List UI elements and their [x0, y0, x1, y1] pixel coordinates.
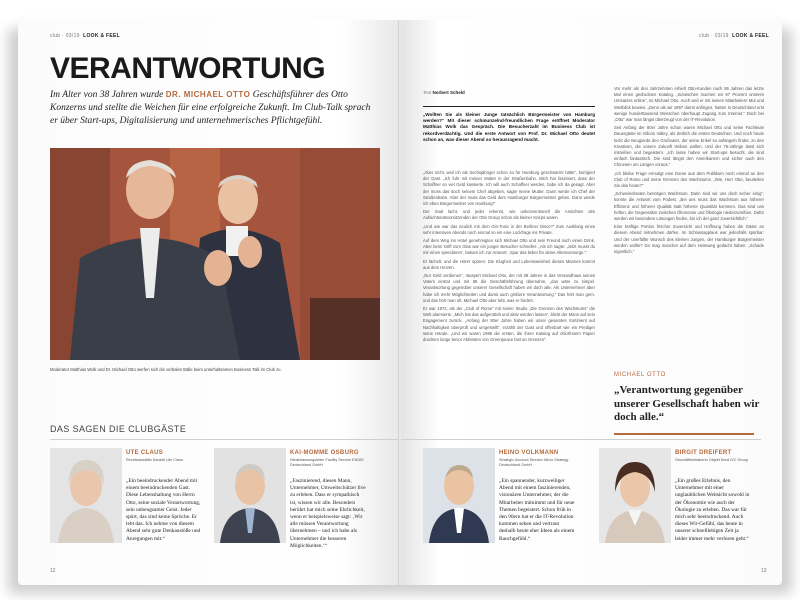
intro-paragraph: Im Alter von 38 Jahren wurde DR. MICHAEL OTTO Geschäftsführer des Otto Konzerns und stellte die Weichen für eine erfolgreiche Zukunft. Im Club-Talk sprach er über Start-ups, Digitalisierung und unternehmerisches Pflichtgefühl.	[50, 90, 371, 126]
article-paragraph: Er war 1972, als der „Club of Rome“ mit seiner Studie „Die Grenzen des Wachstums“ die Welt alarmierte. „Mich hat das aufgerüttelt und aktiv werden lassen“, blickt der Mann auf sein Engagement zurück. „Anfang der 80er Jahre haben wir unser gesamtes Sortiment auf Nachhaltigkeit überprüft und umgestellt“, erzählt der Gast und offenbart wie ein Prediger seine Hände. „Und wir waren 1986 die ersten, die ihren Katalog auf chlorfreiem Papier druckten lange bevor Aktivisten von Greenpeace fast an Grenzen“.	[423, 306, 595, 343]
pull-quote-rule	[614, 433, 754, 435]
guest-name: BIRGIT DREIFERT	[675, 450, 732, 456]
guest-quote: „Ein spannender, kurzweiliger Abend mit einem faszinierenden, visionären Unternehmer, der die Mitarbeiter mitnimmt und für neue Themen begeistert. Schon früh in den 90ern hat er die IT-Revolution kommen sehen und vertraut deshalb heute eher Ideen als einem Bauchgefühl.“	[499, 478, 575, 542]
pull-quote-author: MICHAEL OTTO	[614, 372, 666, 378]
guest-name: KAI-MOMME OSBURG	[290, 450, 359, 456]
article-paragraph: „Ich bleibe Frage ermutigt eine Dame aus dem Publikum noch einmal an den Club of Rome und seine Grenzen des Wachstums. „Wie, Herr Otto, beurteilen Sie das heute?“	[614, 170, 764, 189]
article-paragraph: Vor mehr als drei Jahrzehnten erhielt Otto-Kunden nach 86 Jahren das letzte Mal einen gedruckten Katalog. „Inzwischen machen wir 97 Prozent unseres Umsatzes online“, so Michael Otto. Auch weil er mit seinen Mitarbeitern Mut und Weitblick bewies. „Denn als wir 1997 damit anfingen, hatten in Deutschland erst wenige hunderttausend Menschen überhaupt Zugang zum Internet.“ Doch bei „Otto“ war man längst überzeugt von der IT-Revolution.	[614, 86, 764, 123]
article-paragraph: Er lächelt, und die Hörer spüren: Die Klugheit und Lebensweisheit dieses Mannes kommt aus dem Herzen.	[423, 258, 595, 270]
guest-quote: „Ein beeindruckender Abend mit einem beeindruckenden Gast. Diese Lebenshaltung von Herrn Otto, seine soziale Verantwortung, sein unbeugsamer Geist. Jeder spürt, das sind keine Sprüche. Er lebt das. Ich nehme von diesem Abend sehr gute Denkanstöße und Anregungen mit.“	[126, 478, 201, 542]
byline: Text Norbert Scheld	[423, 90, 465, 95]
article-top-rule	[423, 106, 595, 107]
article-paragraph: „Und wie war das neulich mit dem Gin-Tonic in der Berliner Disco?“ Zum Ausklang eines sehr intensiven Abends noch einmal so ein eine Lockfrage ins Private.	[423, 223, 595, 235]
page-number-right: 13	[761, 568, 767, 574]
guest-portrait	[423, 448, 495, 543]
guest-quote: „Faszinierend, diesen Mann, Unternehmer, Umweltschützer live zu erleben. Dass er sympathisch ist, wissen wir alle. Besonders berührt hat mich seine Ehrlichkeit, wenn er beispielsweise sagt: ‚Wir alle müssen Verantwortung übernehmen – und ich habe als Unternehmer die besseren Möglichkeiten.‘“	[290, 478, 366, 549]
page-number-left: 12	[50, 568, 56, 574]
guest-portrait	[599, 448, 671, 543]
article-paragraph: Auf dem Weg ins Hotel genehmigten sich Michael Otto und sein Freund noch einen Drink. Aber beim Griff zum Glas war ein junger Besucher schneller. „Als ich sagte: ‚Jetzt musst du mir einen spendieren‘, bekam ich zur Antwort: ‚Spar das lieber für deine Altersvorsorge.‘“	[423, 238, 595, 256]
guest-role: Strategic Account Director Micro Strategy Deutschland GmbH	[499, 458, 569, 467]
guest-card	[423, 448, 573, 568]
article-paragraph: „Aber nicht, weil ich als Sechsjähriger schon so für Hamburg geschwärmt hätte“, korrigiert der Gast. „Ich fuhr mit meiner Mutter in der Straßenbahn. Mich hat fasziniert, dass der Schaffner so viel Geld kassierte. Ich will auch Schaffner werden, habe ich da gesagt. Aber der muss das doch seinem Chef abgeben, sagte meine Mutter. Dann werde ich Chef der Straßenbahn. Aber der muss das Geld dem Hamburger Bürgermeister geben. Dann werde ich eben Bürgermeister von Hamburg!“	[423, 170, 595, 207]
section-divider-right	[401, 439, 761, 440]
guest-card	[599, 448, 749, 568]
pull-quote: „Verantwortung gegenüber unserer Gesellschaft haben wir doch alle.“	[614, 384, 760, 423]
guest-name: UTE CLAUS	[126, 450, 164, 456]
guest-role: Geschäftsinhaberin Objekt Nord IVC Group	[675, 458, 749, 462]
talk-photo	[50, 148, 380, 360]
article-column-2	[614, 86, 764, 364]
guest-card	[214, 448, 364, 568]
article-paragraph: „Schweinebraten benötigen Wachstum. Darin sind wir uns doch sicher einig“, konnte die Antwort vom Podest. „Bei uns muss das Wachstum aus höherer Effizienz und höherer Qualität statt höherer Quantität kommen. Das sind uns heften, die Gegensätze zwischen Ökonomie und Ökologie niederzureißen. Dafür werden wir besondere Lösungen finden, bin ich der ganz zuversichtlich.“	[614, 191, 764, 222]
section-title: DAS SAGEN DIE CLUBGÄSTE	[50, 424, 187, 434]
section-divider-left	[50, 439, 399, 440]
intro-highlight-name: DR. MICHAEL OTTO	[165, 90, 251, 99]
left-page	[18, 20, 399, 585]
page-title: VERANTWORTUNG	[50, 52, 326, 85]
guest-portrait	[50, 448, 122, 543]
article-paragraph: Der Saal lacht, und jeder erkennt, wie unkonventionell die Ansichten des Aufsichtsratsvorsitzenden der Otto Group schon als kleiner Knirps waren.	[423, 209, 595, 221]
guest-role: Niederlassungsleiter Facility Service ENGIE Deutschland GmbH	[290, 458, 364, 467]
running-head-right: club · 03/19 LOOK & FEEL	[699, 33, 770, 39]
guest-quote: „Ein großes Erlebnis, den Unternehmer mit einer unglaublichen Weitsicht sowohl in der Ökonomie wie auch der Ökologie zu erleben. Das war für mich sehr beeindruckend. Auch dieses Wir-Gefühl, das heute in unserer schnelllebigen Zeit ja leider immer mehr verloren geht.“	[675, 478, 750, 542]
running-head-left: club · 03/19 LOOK & FEEL	[50, 33, 121, 39]
right-page	[401, 20, 782, 585]
guest-role: Rechtsanwältin Kanzlei Ute Claus	[126, 458, 183, 462]
guest-name: HEINO VOLKMANN	[499, 450, 559, 456]
article-paragraph: Eine kräftige Portion frischer Zuversicht und Hoffnung haben die Gäste an diesem Abend mitnehmen dürfen. Im Schlussapplaus war jedenfalls spürbar: Und der unerfüllte Wunsch des kleinen Jungen, der Hamburger Bürgermeister werden wollte? Da mag mancher auf dem Heimweg gedacht haben: „Schade eigentlich.“	[614, 224, 764, 255]
guest-card	[50, 448, 200, 568]
talk-photo-illustration	[50, 148, 380, 360]
article-column-1	[423, 170, 595, 432]
article-paragraph: Seit Anfang der 80er Jahre schon waren Michael Otto und seine Fachleute Dauergäste im Silicon Valley, als Zeitlich die ersten Deutschen. Und noch heute lockt die Neugierde den Großvater, der seine Enkel so anfängeln findet, zu den Kreativen, die unsere Zukunft treiben wollen. Und der 76-Jährige lässt sich mitreißen und begeistern. „Ich lasse haben wir Start-ups besucht, die sind einfach fantastisch. Die sind längst den Amerikanern und sicher auch den Chinesen um Längen voraus.“	[614, 125, 764, 168]
guest-portrait	[214, 448, 286, 543]
photo-caption: Moderator Matthias Wolk und Dr. Michael Otto werfen sich die verbalen Bälle beim unterhaltsamen Business Talk im Club zu.	[50, 367, 282, 372]
lead-paragraph: „Wollten Sie als kleiner Junge tatsächlich Bürgermeister von Hamburg werden?“ Mit dieser schmunzelnd-freundlichen Frage eröffnet Moderator Matthias Wolk das Gespräch. Die Besucherzahl im Business Club ist rekordverdächtig. Und die erste Antwort von Prof. Dr. Michael Otto deutet schon an, was dieser Abend so herausragend macht.	[423, 112, 595, 142]
article-paragraph: „Nur Geld verdienen“, räuspert Michael Otto, der mit 38 Jahren in das Versandhaus seines Vaters eintrat und mit 88 die Geschäftsführung übernahm, „das wäre zu simpel. Verantwortung gegenüber unserer Gesellschaft haben wir doch alle. Als Unternehmer aber habe ich mehr Möglichkeiten und damit auch größere Verantwortung.“ Das hört man gern, und das hört man oft. Michael Otto aber lebt, was er fordert.	[423, 273, 595, 303]
